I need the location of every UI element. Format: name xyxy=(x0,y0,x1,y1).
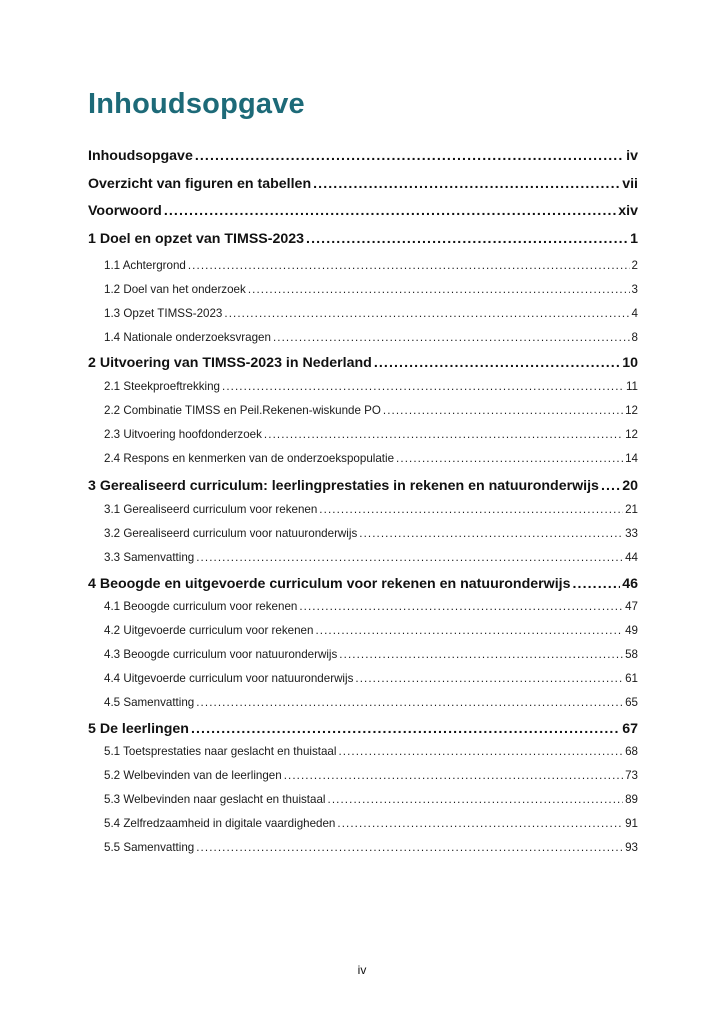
toc-entry-label: 5.5 Samenvatting xyxy=(104,841,195,854)
toc-entry[interactable] xyxy=(104,551,638,564)
toc-entry-page-number: 4 xyxy=(631,307,638,320)
toc-entry-page-number: 73 xyxy=(625,769,638,782)
toc-entry[interactable] xyxy=(104,259,638,272)
toc-entry-page-number: 21 xyxy=(625,503,638,516)
toc-entry-page-number: 91 xyxy=(625,817,638,830)
toc-entry-page-number: 10 xyxy=(622,355,638,371)
toc-entry-label: 3 Gerealiseerd curriculum: leerlingprestaties in rekenen en natuuronderwijs xyxy=(88,478,599,494)
toc-dot-leader xyxy=(164,203,616,219)
toc-entry-label: 2.3 Uitvoering hoofdonderzoek xyxy=(104,428,262,441)
toc-dot-leader xyxy=(196,841,623,854)
toc-entry-page-number: 44 xyxy=(625,551,638,564)
toc-entry-label: 1.3 Opzet TIMSS-2023 xyxy=(104,307,223,320)
toc-entry-page-number: 61 xyxy=(625,672,638,685)
toc-entry[interactable] xyxy=(104,841,638,854)
toc-entry[interactable] xyxy=(104,331,638,344)
toc-entry-page-number: 14 xyxy=(625,452,638,465)
toc-entry[interactable] xyxy=(104,283,638,296)
toc-dot-leader xyxy=(188,259,630,272)
toc-dot-leader xyxy=(284,769,623,782)
toc-entry-label: Overzicht van figuren en tabellen xyxy=(88,176,312,192)
toc-entry[interactable] xyxy=(104,404,638,417)
toc-entry[interactable] xyxy=(104,428,638,441)
toc-entry-page-number: 8 xyxy=(631,331,638,344)
toc-entry[interactable] xyxy=(104,380,638,393)
toc-dot-leader xyxy=(339,648,623,661)
toc-dot-leader xyxy=(222,380,624,393)
toc-entry-label: 2.2 Combinatie TIMSS en Peil.Rekenen-wiskunde PO xyxy=(104,404,381,417)
toc-entry[interactable] xyxy=(88,176,638,192)
toc-entry[interactable] xyxy=(104,307,638,320)
toc-entry-page-number: 20 xyxy=(622,478,638,494)
toc-dot-leader xyxy=(196,696,623,709)
toc-entry-label: 5.3 Welbevinden naar geslacht en thuistaal xyxy=(104,793,326,806)
toc-entry-page-number: 1 xyxy=(630,231,638,247)
toc-entry-page-number: 12 xyxy=(625,404,638,417)
toc-entry-page-number: 12 xyxy=(625,428,638,441)
toc-entry[interactable] xyxy=(104,745,638,758)
toc-dot-leader xyxy=(359,527,623,540)
toc-entry-page-number: 2 xyxy=(631,259,638,272)
toc-dot-leader xyxy=(396,452,623,465)
toc-entry[interactable] xyxy=(88,721,638,737)
toc-entry[interactable] xyxy=(88,231,638,247)
toc-entry-label: Inhoudsopgave xyxy=(88,148,193,164)
toc-entry[interactable] xyxy=(88,203,638,219)
toc-dot-leader xyxy=(355,672,623,685)
toc-entry-label: 4.4 Uitgevoerde curriculum voor natuuronderwijs xyxy=(104,672,354,685)
toc-entry-page-number: xiv xyxy=(618,203,638,219)
toc-dot-leader xyxy=(306,231,628,247)
toc-dot-leader xyxy=(328,793,624,806)
toc-dot-leader xyxy=(383,404,623,417)
toc-entry-page-number: vii xyxy=(622,176,638,192)
toc-entry[interactable] xyxy=(104,503,638,516)
toc-entry-label: 4 Beoogde en uitgevoerde curriculum voor rekenen en natuuronderwijs xyxy=(88,576,571,592)
toc-entry-page-number: 65 xyxy=(625,696,638,709)
toc-entry-page-number: 58 xyxy=(625,648,638,661)
toc-entry-label: 5 De leerlingen xyxy=(88,721,189,737)
page-number-footer: iv xyxy=(357,963,367,977)
toc-entry-label: 4.1 Beoogde curriculum voor rekenen xyxy=(104,600,298,613)
toc-entry-page-number: 46 xyxy=(622,576,638,592)
toc-dot-leader xyxy=(572,576,620,592)
toc-dot-leader xyxy=(196,551,623,564)
toc-dot-leader xyxy=(319,503,623,516)
toc-entry[interactable] xyxy=(88,576,638,592)
toc-entry-page-number: 3 xyxy=(631,283,638,296)
toc-entry[interactable] xyxy=(104,624,638,637)
toc-dot-leader xyxy=(374,355,620,371)
toc-entry[interactable] xyxy=(104,696,638,709)
toc-entry-label: 1.4 Nationale onderzoeksvragen xyxy=(104,331,271,344)
toc-entry-label: 3.3 Samenvatting xyxy=(104,551,195,564)
toc-dot-leader xyxy=(337,817,623,830)
page-title: Inhoudsopgave xyxy=(88,88,305,120)
toc-entry-label: 1 Doel en opzet van TIMSS-2023 xyxy=(88,231,305,247)
toc-entry[interactable] xyxy=(104,793,638,806)
toc-dot-leader xyxy=(273,331,630,344)
toc-entry-label: 1.2 Doel van het onderzoek xyxy=(104,283,246,296)
toc-entry-label: 3.1 Gerealiseerd curriculum voor rekenen xyxy=(104,503,318,516)
toc-entry-page-number: iv xyxy=(626,148,638,164)
toc-entry-page-number: 67 xyxy=(622,721,638,737)
toc-entry-label: 2 Uitvoering van TIMSS-2023 in Nederland xyxy=(88,355,372,371)
toc-entry-label: 3.2 Gerealiseerd curriculum voor natuuronderwijs xyxy=(104,527,358,540)
toc-entry-label: 5.4 Zelfredzaamheid in digitale vaardigheden xyxy=(104,817,336,830)
toc-entry[interactable] xyxy=(88,478,638,494)
toc-entry[interactable] xyxy=(104,648,638,661)
toc-entry-label: 4.3 Beoogde curriculum voor natuuronderwijs xyxy=(104,648,338,661)
toc-dot-leader xyxy=(264,428,623,441)
toc-entry-page-number: 68 xyxy=(625,745,638,758)
toc-entry-label: 5.2 Welbevinden van de leerlingen xyxy=(104,769,282,782)
toc-dot-leader xyxy=(338,745,623,758)
toc-dot-leader xyxy=(195,148,624,164)
toc-dot-leader xyxy=(601,478,620,494)
toc-entry-label: 2.4 Respons en kenmerken van de onderzoekspopulatie xyxy=(104,452,395,465)
toc-entry-label: 2.1 Steekproeftrekking xyxy=(104,380,221,393)
toc-entry-page-number: 33 xyxy=(625,527,638,540)
toc-entry-label: 5.1 Toetsprestaties naar geslacht en thuistaal xyxy=(104,745,337,758)
toc-entry-label: 1.1 Achtergrond xyxy=(104,259,186,272)
toc-entry-label: 4.5 Samenvatting xyxy=(104,696,195,709)
toc-entry-page-number: 11 xyxy=(625,380,638,393)
toc-entry[interactable] xyxy=(104,672,638,685)
toc-entry-label: 4.2 Uitgevoerde curriculum voor rekenen xyxy=(104,624,314,637)
toc-entry-page-number: 93 xyxy=(625,841,638,854)
toc-entry-page-number: 89 xyxy=(625,793,638,806)
toc-entry[interactable] xyxy=(88,148,638,164)
toc-dot-leader xyxy=(191,721,620,737)
toc-dot-leader xyxy=(313,176,620,192)
toc-entry[interactable] xyxy=(104,527,638,540)
toc-entry[interactable] xyxy=(104,600,638,613)
toc-entry-page-number: 49 xyxy=(625,624,638,637)
toc-entry[interactable] xyxy=(104,817,638,830)
toc-dot-leader xyxy=(224,307,629,320)
toc-entry[interactable] xyxy=(104,769,638,782)
toc-entry-page-number: 47 xyxy=(625,600,638,613)
toc-dot-leader xyxy=(299,600,623,613)
toc-entry-label: Voorwoord xyxy=(88,203,162,219)
toc-dot-leader xyxy=(248,283,630,296)
toc-entry[interactable] xyxy=(88,355,638,371)
toc-entry[interactable] xyxy=(104,452,638,465)
toc-dot-leader xyxy=(315,624,623,637)
